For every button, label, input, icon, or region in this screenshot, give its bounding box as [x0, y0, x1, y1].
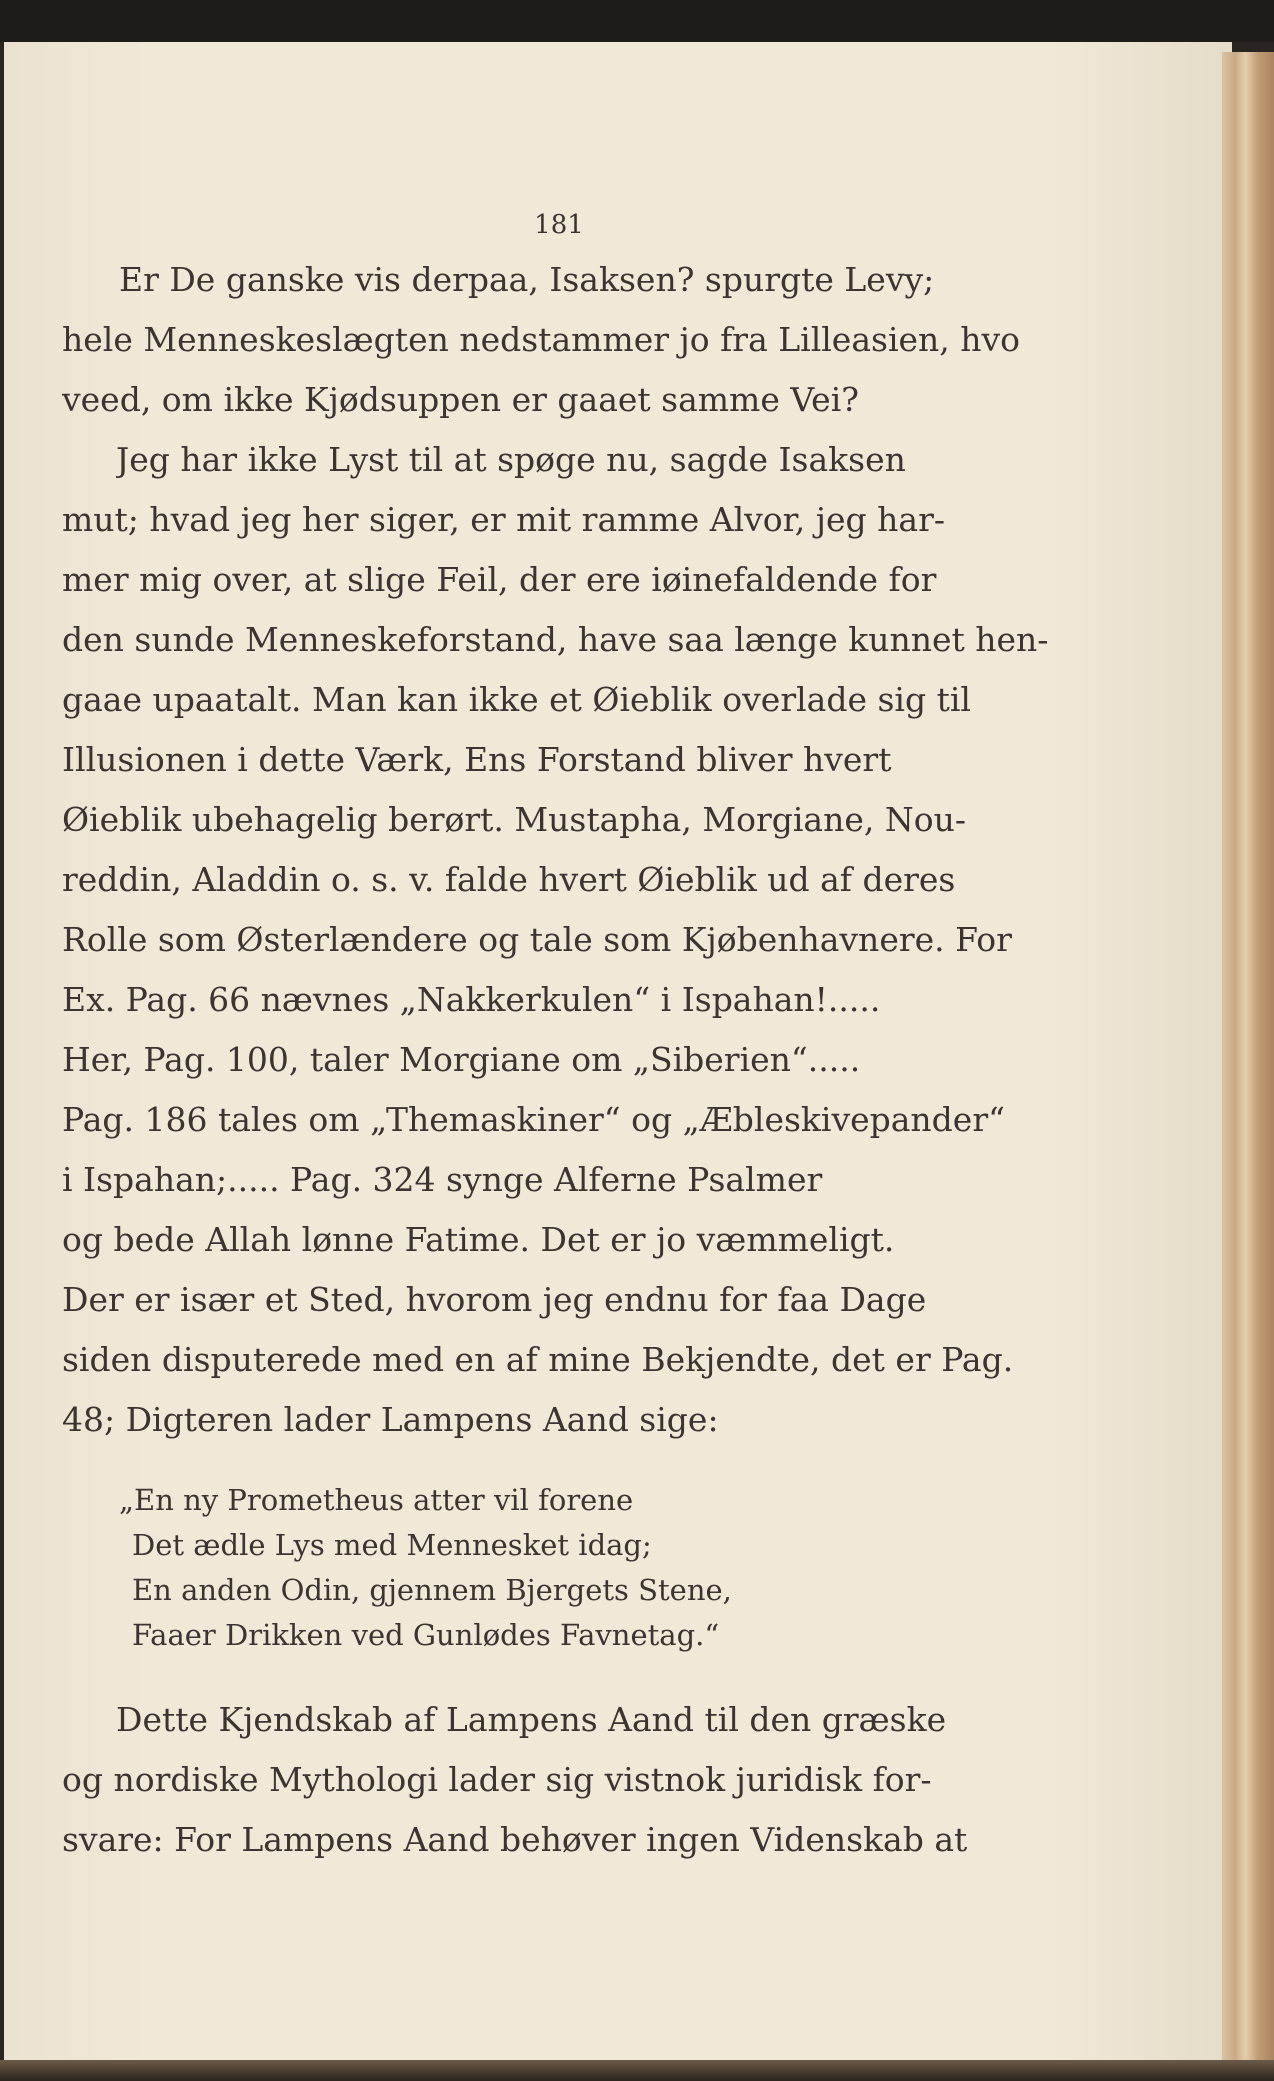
text-line: mut; hvad jeg her siger, er mit ramme Alvor, jeg har- — [62, 500, 945, 539]
text-line: mer mig over, at slige Feil, der ere iøinefaldende for — [62, 560, 937, 599]
text-line: siden disputerede med en af mine Bekjendte, det er Pag. — [62, 1340, 1014, 1379]
text-line: Illusionen i dette Værk, Ens Forstand bliver hvert — [62, 740, 892, 779]
text-line: Her, Pag. 100, taler Morgiane om „Siberien“..... — [62, 1040, 861, 1079]
page-edge-stack — [1222, 52, 1274, 2072]
page-number: 181 — [534, 210, 584, 240]
text-line: Dette Kjendskab af Lampens Aand til den græske — [116, 1700, 947, 1739]
text-line: svare: For Lampens Aand behøver ingen Videnskab at — [62, 1820, 968, 1859]
text-line: i Ispahan;..... Pag. 324 synge Alferne Psalmer — [62, 1160, 823, 1199]
poem-line: „En ny Prometheus atter vil forene — [119, 1483, 634, 1517]
poem-line: Faaer Drikken ved Gunlødes Favnetag.“ — [132, 1618, 720, 1652]
text-line: reddin, Aladdin o. s. v. falde hvert Øieblik ud af deres — [62, 860, 956, 899]
text-line: hele Menneskeslægten nedstammer jo fra Lilleasien, hvo — [62, 320, 1021, 359]
text-line: den sunde Menneskeforstand, have saa længe kunnet hen- — [62, 620, 1049, 659]
text-line: Ex. Pag. 66 nævnes „Nakkerkulen“ i Ispahan!..... — [62, 980, 881, 1019]
poem-line: Det ædle Lys med Mennesket idag; — [132, 1528, 652, 1562]
scan-top-border — [0, 0, 1274, 42]
text-line: og nordiske Mythologi lader sig vistnok juridisk for- — [62, 1760, 932, 1799]
text-line: Rolle som Østerlændere og tale som Kjøbenhavnere. For — [62, 920, 1012, 959]
text-line: gaae upaatalt. Man kan ikke et Øieblik overlade sig til — [62, 680, 971, 719]
text-line: 48; Digteren lader Lampens Aand sige: — [62, 1400, 719, 1439]
book-page — [4, 42, 1232, 2072]
text-line: og bede Allah lønne Fatime. Det er jo væmmeligt. — [62, 1220, 895, 1259]
text-line: Pag. 186 tales om „Themaskiner“ og „Æbleskivepander“ — [62, 1100, 1005, 1139]
scan-bottom-border — [0, 2060, 1274, 2081]
text-line: Øieblik ubehagelig berørt. Mustapha, Morgiane, Nou- — [62, 800, 967, 839]
text-line: Er De ganske vis derpaa, Isaksen? spurgte Levy; — [119, 260, 935, 299]
text-line: Jeg har ikke Lyst til at spøge nu, sagde Isaksen — [116, 440, 906, 479]
poem-line: En anden Odin, gjennem Bjergets Stene, — [132, 1573, 732, 1607]
text-line: veed, om ikke Kjødsuppen er gaaet samme Vei? — [62, 380, 859, 419]
text-line: Der er især et Sted, hvorom jeg endnu for faa Dage — [62, 1280, 927, 1319]
